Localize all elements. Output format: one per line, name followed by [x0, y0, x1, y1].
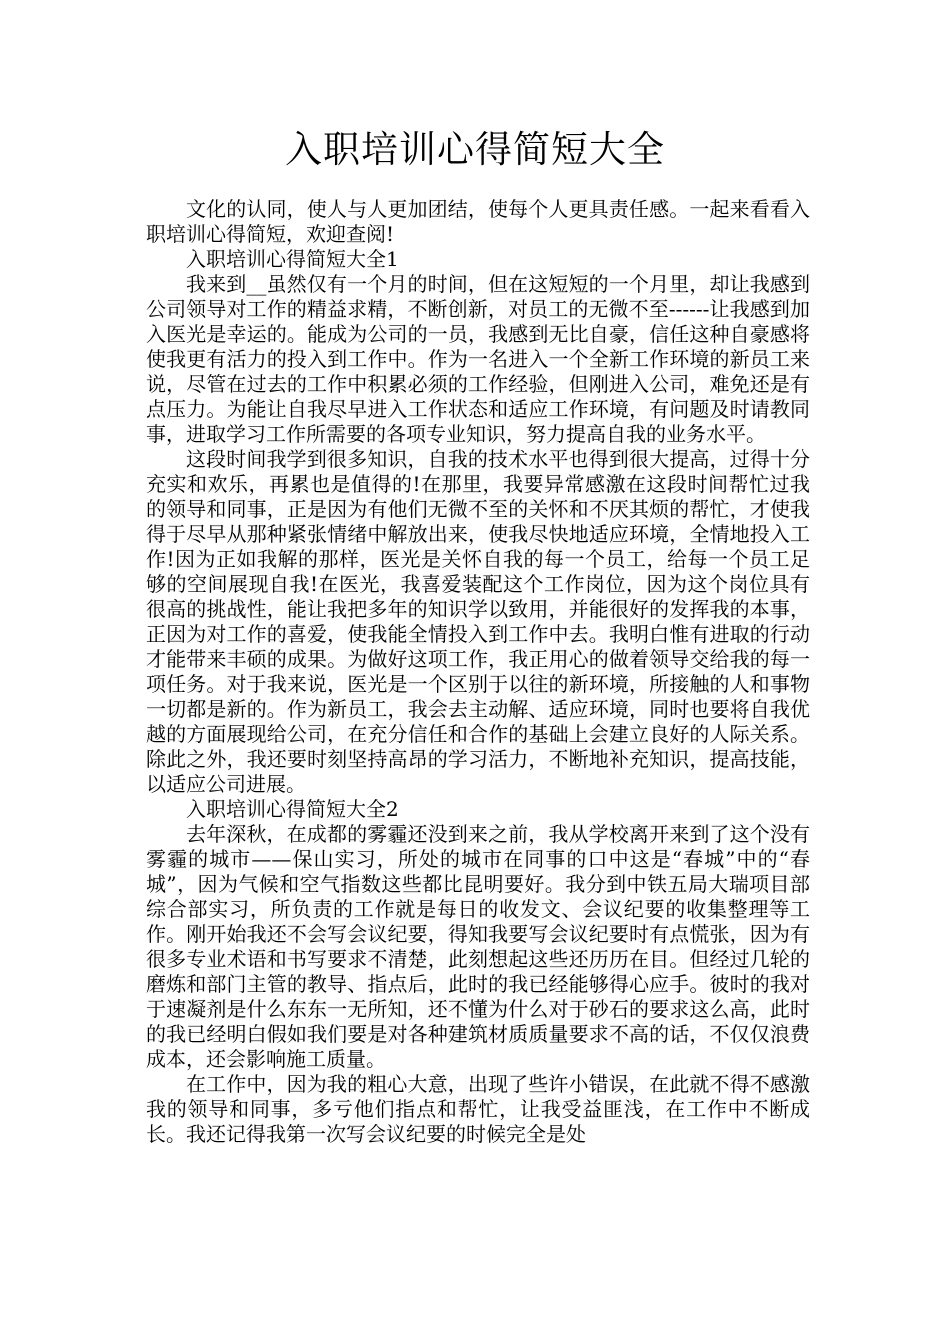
body-paragraph: 在工作中，因为我的粗心大意，出现了些许小错误，在此就不得不感激我的领导和同事，多亏他们指点和帮忙，让我受益匪浅，在工作中不断成长。我还记得我第一次写会议纪要的时候完全是处 [146, 1072, 810, 1146]
section-heading-2: 入职培训心得简短大全2 [186, 797, 399, 821]
intro-paragraph: 文化的认同，使人与人更加团结，使每个人更具责任感。一起来看看入职培训心得简短，欢迎查阅! [146, 197, 810, 246]
page-title: 入职培训心得简短大全 [285, 128, 665, 171]
section-heading-1: 入职培训心得简短大全1 [186, 247, 399, 271]
body-paragraph: 去年深秋，在成都的雾霾还没到来之前，我从学校离开来到了这个没有雾霾的城市——保山实习，所处的城市在同事的口中这是“春城”中的“春城”，因为气候和空气指数这些都比昆明要好。我分到中铁五局大瑞项目部综合部实习，所负责的工作就是每日的收发文、会议纪要的收集整理等工作。刚开始我还不会写会议纪要，得知我要写会议纪要时有点慌张，因为有很多专业术语和书写要求不清楚，此刻想起这些还历历在目。但经过几轮的磨炼和部门主管的教导、指点后，此时的我已经能够得心应手。彼时的我对于速凝剂是什么东东一无所知，还不懂为什么对于砂石的要求这么高，此时的我已经明白假如我们要是对各种建筑材质质量要求不高的话，不仅仅浪费成本，还会影响施工质量。 [146, 822, 810, 1071]
document-body [146, 197, 810, 1147]
body-paragraph: 这段时间我学到很多知识，自我的技术水平也得到很大提高，过得十分充实和欢乐，再累也是值得的!在那里，我要异常感激在这段时间帮忙过我的领导和同事，正是因为有他们无微不至的关怀和不厌其烦的帮忙，才使我得于尽早从那种紧张情绪中解放出来，使我尽快地适应环境，全情地投入工作!因为正如我解的那样，医光是关怀自我的每一个员工，给每一个员工足够的空间展现自我!在医光，我喜爱装配这个工作岗位，因为这个岗位具有很高的挑战性，能让我把多年的知识学以致用，并能很好的发挥我的本事，正因为对工作的喜爱，使我能全情投入到工作中去。我明白惟有进取的行动才能带来丰硕的成果。为做好这项工作，我正用心的做着领导交给我的每一项任务。对于我来说，医光是一个区别于以往的新环境，所接触的人和事物一切都是新的。作为新员工，我会去主动解、适应环境，同时也要将自我优越的方面展现给公司，在充分信任和合作的基础上会建立良好的人际关系。除此之外，我还要时刻坚持高昂的学习活力，不断地补充知识，提高技能，以适应公司进展。 [146, 447, 810, 796]
body-paragraph: 我来到__虽然仅有一个月的时间，但在这短短的一个月里，却让我感到公司领导对工作的精益求精，不断创新，对员工的无微不至------让我感到加入医光是幸运的。能成为公司的一员，我感到无比自豪，信任这种自豪感将使我更有活力的投入到工作中。作为一名进入一个全新工作环境的新员工来说，尽管在过去的工作中积累必须的工作经验，但刚进入公司，难免还是有点压力。为能让自我尽早进入工作状态和适应工作环境，有问题及时请教同事，进取学习工作所需要的各项专业知识，努力提高自我的业务水平。 [146, 272, 810, 446]
